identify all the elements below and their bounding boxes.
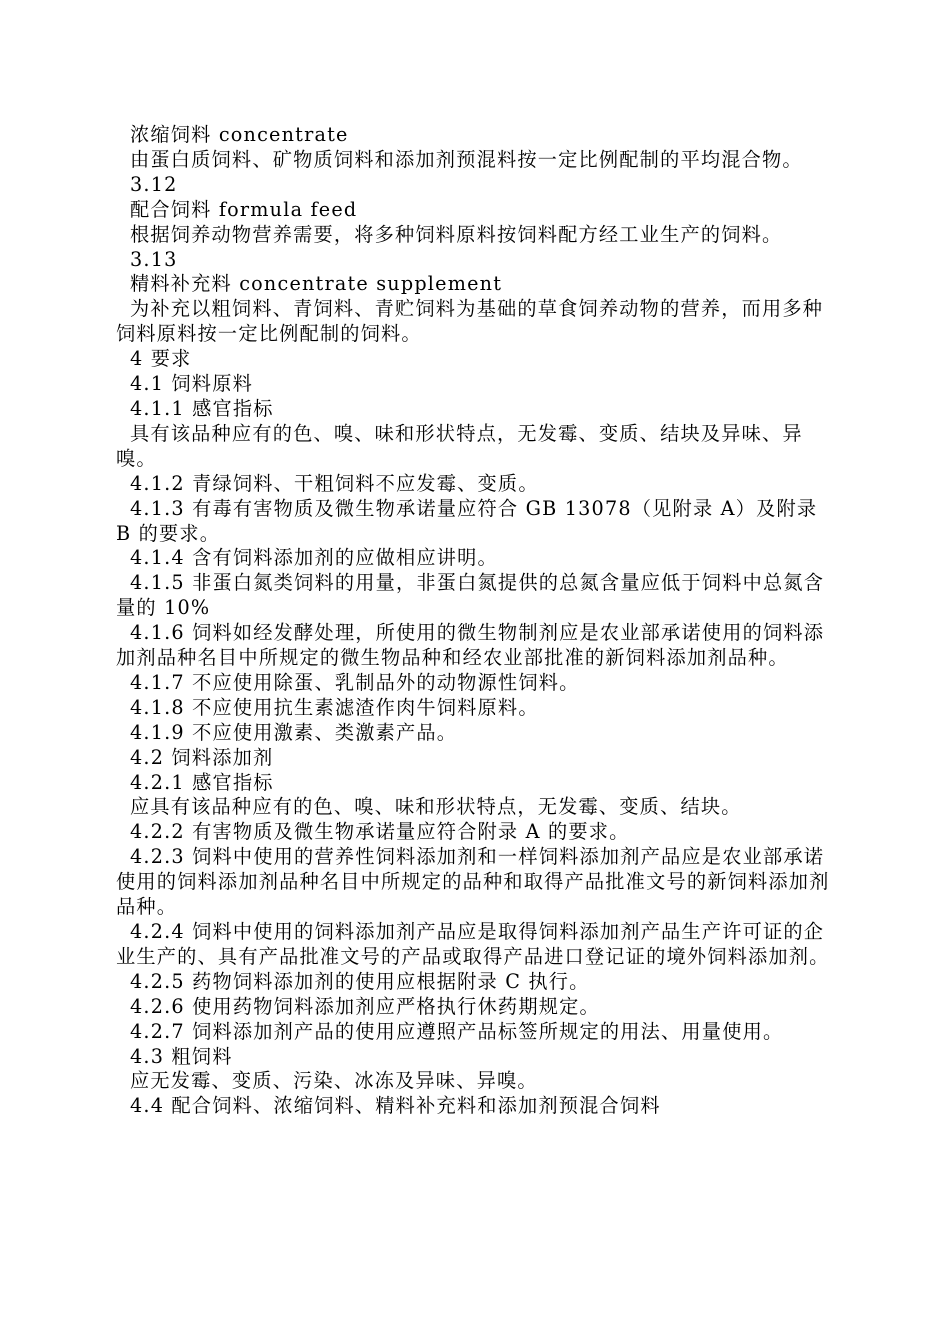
- document-paragraph: 4.2.2 有害物质及微生物承诺量应符合附录 A 的要求。: [130, 820, 630, 844]
- document-paragraph: 配合饲料 formula feed: [130, 197, 358, 221]
- document-paragraph: 4.2.6 使用药物饲料添加剂应严格执行休药期规定。: [130, 994, 600, 1018]
- document-paragraph: 4.2.1 感官指标: [130, 770, 274, 794]
- document-paragraph: 4.1.8 不应使用抗生素滤渣作肉牛饲料原料。: [130, 695, 539, 719]
- document-paragraph: 4.2.4 饲料中使用的饲料添加剂产品应是取得饲料添加剂产品生产许可证的企业生产的、具有产品批准文号的产品或取得产品进口登记证的境外饲料添加剂。: [116, 920, 830, 968]
- document-paragraph: 精料补充料 concentrate supplement: [130, 272, 503, 296]
- document-paragraph: 根据饲养动物营养需要，将多种饲料原料按饲料配方经工业生产的饲料。: [130, 222, 783, 246]
- document-paragraph: 应具有该品种应有的色、嗅、味和形状特点，无发霉、变质、结块。: [130, 795, 742, 819]
- document-paragraph: 4.3 粗饲料: [130, 1044, 233, 1068]
- document-paragraph: 4.1.7 不应使用除蛋、乳制品外的动物源性饲料。: [130, 670, 580, 694]
- document-paragraph: 4.1.9 不应使用激素、类激素产品。: [130, 720, 458, 744]
- document-paragraph: 4.1 饲料原料: [130, 372, 253, 396]
- document-paragraph: 具有该品种应有的色、嗅、味和形状特点，无发霉、变质、结块及异味、异嗅。: [116, 421, 803, 470]
- document-paragraph: 4.1.4 含有饲料添加剂的应做相应讲明。: [130, 546, 498, 570]
- document-paragraph: 4.2.3 饲料中使用的营养性饲料添加剂和一样饲料添加剂产品应是农业部承诺使用的饲料添加剂品种名目中所规定的品种和取得产品批准文号的新饲料添加剂品种。: [116, 845, 830, 919]
- document-paragraph: 4.1.3 有毒有害物质及微生物承诺量应符合 GB 13078（见附录 A）及附录 B 的要求。: [116, 496, 818, 545]
- document-paragraph: 4.1.5 非蛋白氮类饲料的用量，非蛋白氮提供的总氮含量应低于饲料中总氮含量的 10%: [116, 571, 825, 620]
- document-paragraph: 4.1.2 青绿饲料、干粗饲料不应发霉、变质。: [130, 471, 539, 495]
- document-paragraph: 为补充以粗饲料、青饲料、青贮饲料为基础的草食饲养动物的营养，而用多种饲料原料按一定比例配制的饲料。: [116, 297, 824, 346]
- document-paragraph: 4.1.6 饲料如经发酵处理，所使用的微生物制剂应是农业部承诺使用的饲料添加剂品种名目中所规定的微生物品种和经农业部批准的新饲料添加剂品种。: [116, 621, 825, 670]
- document-paragraph: 应无发霉、变质、污染、冰冻及异味、异嗅。: [130, 1069, 538, 1093]
- document-page: [116, 123, 836, 1119]
- document-paragraph: 4.2.7 饲料添加剂产品的使用应遵照产品标签所规定的用法、用量使用。: [130, 1019, 784, 1043]
- document-paragraph: 浓缩饲料 concentrate: [130, 123, 349, 146]
- document-paragraph: 4 要求: [130, 347, 192, 371]
- document-paragraph: 4.2 饲料添加剂: [130, 745, 274, 769]
- document-paragraph: 4.1.1 感官指标: [130, 396, 274, 420]
- document-paragraph: 3.12: [130, 172, 178, 196]
- document-paragraph: 由蛋白质饲料、矿物质饲料和添加剂预混料按一定比例配制的平均混合物。: [130, 147, 803, 171]
- document-paragraph: 4.4 配合饲料、浓缩饲料、精料补充料和添加剂预混合饲料: [130, 1094, 661, 1118]
- document-paragraph: 4.2.5 药物饲料添加剂的使用应根据附录 C 执行。: [130, 969, 590, 993]
- document-paragraph: 3.13: [130, 247, 178, 271]
